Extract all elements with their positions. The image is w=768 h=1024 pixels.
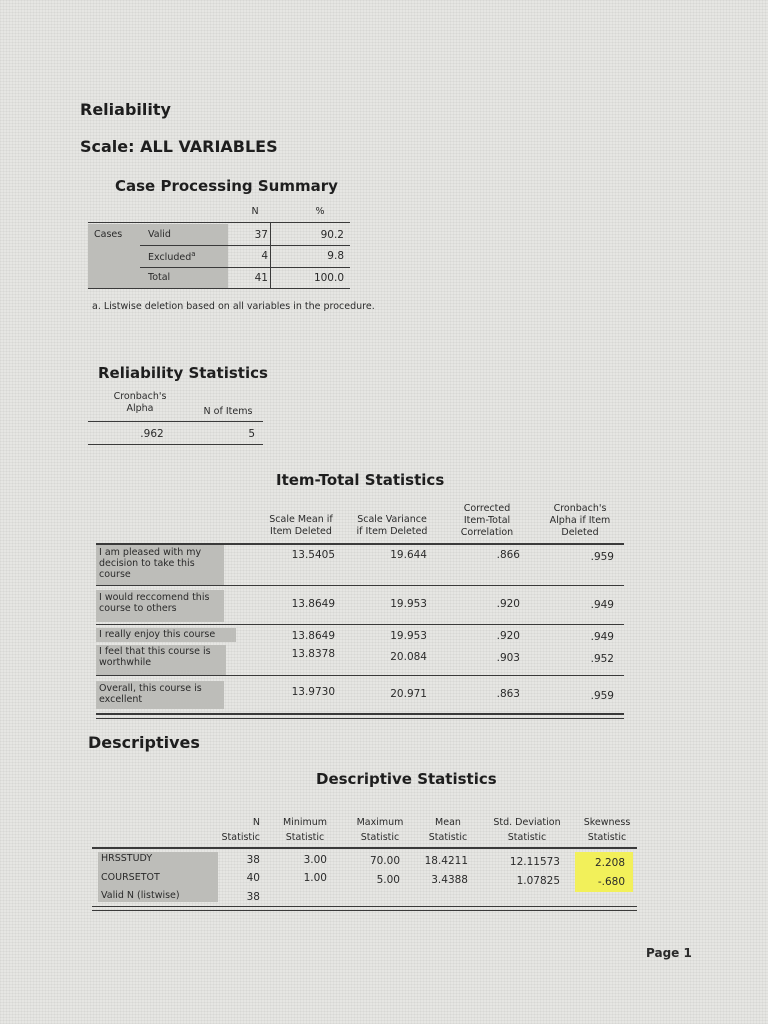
row-label: I am pleased with my decision to take this course xyxy=(99,547,202,580)
cell-alpha: .952 xyxy=(590,653,614,665)
cell-corr: .903 xyxy=(496,652,520,664)
table-title: Case Processing Summary xyxy=(115,177,338,195)
table-title: Descriptive Statistics xyxy=(316,770,497,788)
cell-alpha: .949 xyxy=(590,599,614,611)
col-header-corr: Correlation xyxy=(460,527,514,538)
row-label: Valid N (listwise) xyxy=(101,890,180,901)
cell-max: 70.00 xyxy=(369,855,400,867)
cell-corr: .920 xyxy=(496,630,520,642)
row-label: I really enjoy this course xyxy=(99,629,216,640)
cell-mean: 13.9730 xyxy=(291,686,335,698)
subheader: Statistic xyxy=(360,832,400,843)
cell-alpha: .962 xyxy=(140,428,164,440)
cell-var: 19.953 xyxy=(390,630,427,642)
col-header-alpha: Alpha xyxy=(126,403,154,414)
row-label: Overall, this course is excellent xyxy=(99,683,202,705)
row-label: Total xyxy=(148,272,171,283)
cell-mean: 13.8649 xyxy=(291,630,335,642)
cell-corr: .863 xyxy=(496,688,520,700)
cell-n: 40 xyxy=(246,872,260,884)
subheader: Statistic xyxy=(587,832,627,843)
col-header-sd: Std. Deviation xyxy=(493,817,561,828)
col-header-alpha: Deleted xyxy=(561,527,599,538)
cell-sd: 1.07825 xyxy=(516,875,560,887)
descriptives-heading: Descriptives xyxy=(88,733,200,752)
col-header-pct: % xyxy=(315,206,325,217)
table-title: Item-Total Statistics xyxy=(276,471,445,489)
col-header-alpha: Cronbach's xyxy=(113,391,167,402)
row-label: I feel that this course is worthwhile xyxy=(99,646,211,668)
col-header-var: if Item Deleted xyxy=(356,526,428,537)
cell-min: 3.00 xyxy=(303,854,327,866)
cell-max: 5.00 xyxy=(376,874,400,886)
cell-mean: 18.4211 xyxy=(424,855,468,867)
col-header-max: Maximum xyxy=(356,817,404,828)
col-header-n: N xyxy=(252,817,260,828)
cell-skew: -.680 xyxy=(597,876,625,888)
cell-min: 1.00 xyxy=(303,872,327,884)
cell-corr: .866 xyxy=(496,549,520,561)
subheader: Statistic xyxy=(221,832,260,843)
cell-mean: 13.8649 xyxy=(291,598,335,610)
row-label: COURSETOT xyxy=(101,872,160,883)
col-header-items: N of Items xyxy=(203,406,253,417)
row-label: Valid xyxy=(148,229,171,240)
cell-n: 38 xyxy=(246,891,260,903)
footnote: a. Listwise deletion based on all variables in the procedure. xyxy=(92,301,375,312)
cell-mean: 3.4388 xyxy=(431,874,468,886)
row-label: Excluded$^a$ xyxy=(148,250,196,264)
section-title: Reliability xyxy=(80,100,171,119)
cell-mean: 13.5405 xyxy=(291,549,335,561)
subheader: Statistic xyxy=(507,832,547,843)
cell-var: 20.084 xyxy=(390,651,427,663)
col-header-min: Minimum xyxy=(282,817,328,828)
col-header-alpha: Alpha if Item xyxy=(549,515,611,526)
col-header-skew: Skewness xyxy=(583,817,631,828)
cell-items: 5 xyxy=(248,428,255,440)
subheader: Statistic xyxy=(285,832,325,843)
cell-mean: 13.8378 xyxy=(291,648,335,660)
group-label: Cases xyxy=(94,229,123,240)
cell-alpha: .959 xyxy=(590,551,614,563)
cell-n: 38 xyxy=(246,854,260,866)
cell-var: 19.953 xyxy=(390,598,427,610)
row-label: I would reccomend this course to others xyxy=(99,592,210,614)
cell-n: 37 xyxy=(254,229,268,241)
col-header-corr: Item-Total xyxy=(463,515,511,526)
col-header-n: N xyxy=(251,206,259,217)
col-header-mean: Item Deleted xyxy=(270,526,332,537)
scale-title: Scale: ALL VARIABLES xyxy=(80,137,278,156)
col-header-mean: Scale Mean if xyxy=(269,514,333,525)
cell-alpha: .959 xyxy=(590,690,614,702)
col-header-mean: Mean xyxy=(435,817,461,828)
cell-n: 41 xyxy=(254,272,268,284)
subheader: Statistic xyxy=(428,832,468,843)
cell-sd: 12.11573 xyxy=(509,856,560,868)
cell-pct: 90.2 xyxy=(320,229,344,241)
cell-n: 4 xyxy=(261,250,268,262)
cell-pct: 9.8 xyxy=(327,250,344,262)
page-number: Page 1 xyxy=(646,946,692,960)
col-header-var: Scale Variance xyxy=(357,514,427,525)
col-header-corr: Corrected xyxy=(463,503,511,514)
cell-skew: 2.208 xyxy=(594,857,625,869)
cell-var: 20.971 xyxy=(390,688,427,700)
row-label: HRSSTUDY xyxy=(101,853,153,864)
table-title: Reliability Statistics xyxy=(98,364,268,382)
cell-var: 19.644 xyxy=(390,549,427,561)
cell-pct: 100.0 xyxy=(313,272,344,284)
col-header-alpha: Cronbach's xyxy=(553,503,607,514)
cell-alpha: .949 xyxy=(590,631,614,643)
cell-corr: .920 xyxy=(496,598,520,610)
